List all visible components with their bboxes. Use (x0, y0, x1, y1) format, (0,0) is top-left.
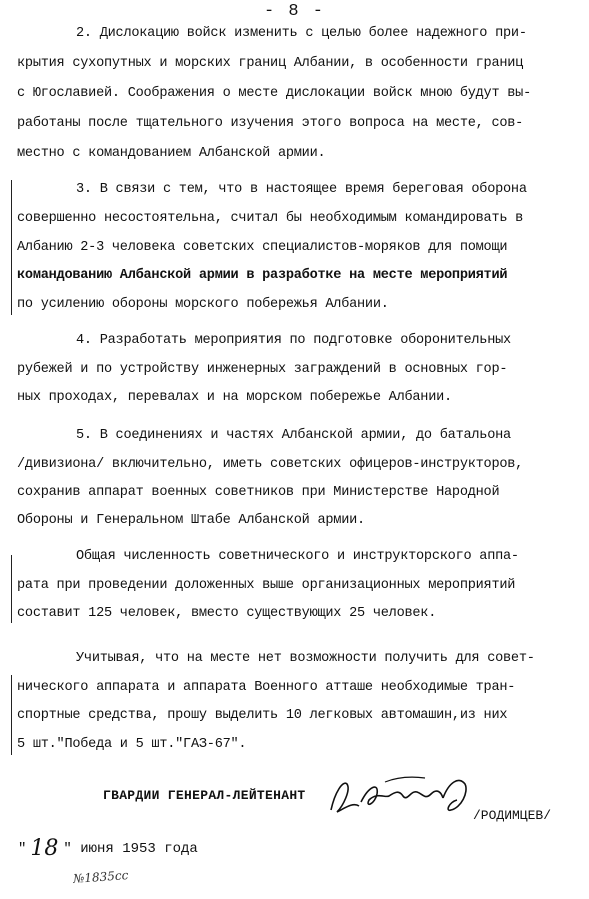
paragraph-line: работаны после тщательного изучения этого вопроса на месте, сов- (17, 116, 524, 131)
paragraph-line: сохранив аппарат военных советников при Министерстве Народной (17, 485, 500, 500)
paragraph-line: нического аппарата и аппарата Военного атташе необходимые тран- (17, 680, 516, 695)
paragraph-line: 3. В связи с тем, что в настоящее время береговая оборона (76, 182, 527, 197)
date-close-quote: " (63, 841, 72, 857)
document-date (18, 833, 198, 861)
paragraph-line: 5 шт."Победа и 5 шт."ГАЗ-67". (17, 737, 247, 752)
paragraph-line: Обороны и Генеральном Штабе Албанской армии. (17, 513, 365, 528)
margin-bracket (11, 555, 12, 623)
paragraph-line: спортные средства, прошу выделить 10 легковых автомашин,из них (17, 708, 508, 723)
paragraph-line: 2. Дислокацию войск изменить с целью более надежного при- (76, 26, 527, 41)
paragraph-line: рата при проведении доложенных выше организационных мероприятий (17, 578, 516, 593)
paragraph-line: рубежей и по устройству инженерных заграждений в основных гор- (17, 362, 508, 377)
paragraph-line: по усилению обороны морского побережья Албании. (17, 297, 389, 312)
paragraph-line: составит 125 человек, вместо существующих 25 человек. (17, 606, 437, 621)
signature-title: ГВАРДИИ ГЕНЕРАЛ-ЛЕЙТЕНАНТ (103, 788, 306, 803)
margin-bracket (11, 675, 12, 755)
paragraph-line: Общая численность советнического и инструкторского аппа- (76, 549, 519, 564)
signatory-name: /РОДИМЦЕВ/ (473, 808, 552, 823)
paragraph-line: совершенно несостоятельна, считал бы необходимым командировать в (17, 211, 524, 226)
paragraph-line: 5. В соединениях и частях Албанской армии, до батальона (76, 428, 511, 443)
paragraph-line: Албанию 2-3 человека советских специалистов-моряков для помощи (17, 240, 508, 255)
date-month-year: июня 1953 года (80, 841, 198, 857)
date-open-quote: " (18, 841, 27, 857)
handwritten-signature (325, 772, 475, 822)
paragraph-line: крытия сухопутных и морских границ Албании, в особенности границ (17, 56, 524, 71)
paragraph-line: /дивизиона/ включительно, иметь советских офицеров-инструкторов, (17, 457, 524, 472)
paragraph-line: с Югославией. Соображения о месте дислокации войск мною будут вы- (17, 86, 531, 101)
date-day: 18 (30, 836, 59, 861)
paragraph-line: командованию Албанской армии в разработке на месте мероприятий (17, 268, 508, 283)
paragraph-line: Учитывая, что на месте нет возможности получить для совет- (76, 651, 535, 666)
paragraph-line: 4. Разработать мероприятия по подготовке оборонительных (76, 333, 511, 348)
paragraph-line: ных проходах, перевалах и на морском побережье Албании. (17, 390, 452, 405)
archive-number: №1835сс (72, 868, 129, 886)
margin-bracket (11, 180, 12, 315)
page-number: - 8 - (263, 2, 325, 21)
paragraph-line: местно с командованием Албанской армии. (17, 146, 326, 161)
